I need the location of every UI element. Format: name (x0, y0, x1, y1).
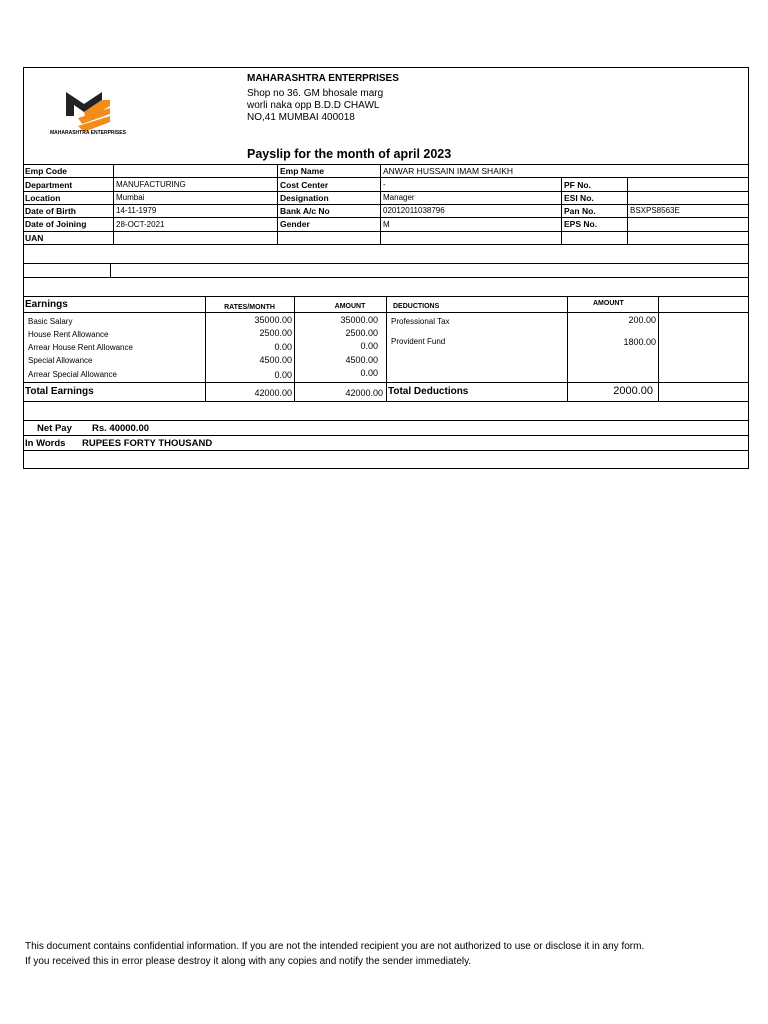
earning-name: Basic Salary (28, 317, 73, 326)
grid-line (658, 296, 659, 401)
earning-name: Arrear Special Allowance (28, 370, 117, 379)
deduction-name: Professional Tax (391, 317, 450, 326)
earning-rate: 35000.00 (254, 315, 292, 325)
grid-line (561, 177, 562, 244)
location-value: Mumbai (116, 193, 145, 202)
doj-value: 28-OCT-2021 (116, 220, 165, 229)
bank-label: Bank A/c No (280, 206, 330, 216)
deduction-amount-header: AMOUNT (593, 300, 624, 307)
net-pay-label: Net Pay (37, 423, 72, 434)
earning-amount: 0.00 (360, 341, 378, 351)
grid-line (23, 177, 749, 178)
esi-label: ESI No. (564, 193, 594, 203)
grid-line (627, 177, 628, 244)
net-pay-value: Rs. 40000.00 (92, 423, 150, 434)
emp-code-label: Emp Code (25, 166, 68, 176)
deduction-name: Provident Fund (391, 337, 446, 346)
cost-center-label: Cost Center (280, 180, 329, 190)
earning-rate: 0.00 (274, 370, 292, 380)
earning-rate: 2500.00 (259, 328, 292, 338)
emp-name-value: ANWAR HUSSAIN IMAM SHAIKH (383, 166, 514, 176)
grid-line (23, 244, 749, 245)
grid-line (23, 420, 749, 421)
total-deductions-value: 2000.00 (613, 385, 653, 397)
bank-value: 02012011038796 (383, 206, 445, 215)
earning-name: Special Allowance (28, 356, 93, 365)
earning-rate: 0.00 (274, 342, 292, 352)
department-value: MANUFACTURING (116, 180, 186, 189)
doj-label: Date of Joining (25, 219, 87, 229)
grid-line (23, 277, 749, 278)
deduction-amount: 200.00 (628, 315, 656, 325)
deductions-header: DEDUCTIONS (393, 303, 440, 310)
location-label: Location (25, 193, 61, 203)
grid-line (23, 164, 749, 165)
rates-header: RATES/MONTH (224, 304, 275, 311)
grid-line (23, 435, 749, 436)
logo-caption: MAHARASHTRA ENTERPRISES (50, 130, 126, 136)
earnings-header: Earnings (25, 299, 68, 310)
earning-amount: 4500.00 (345, 355, 378, 365)
amount-header: AMOUNT (334, 303, 366, 310)
grid-line (380, 164, 381, 244)
designation-label: Designation (280, 193, 329, 203)
total-deductions-label: Total Deductions (388, 386, 469, 397)
grid-line (113, 164, 114, 244)
pan-value: BSXPS8563E (630, 206, 680, 215)
earning-name: Arrear House Rent Allowance (28, 343, 133, 352)
confidentiality-notice-line-2: If you received this in error please destroy it along with any copies and notify the sender immediately. (25, 956, 472, 967)
pf-label: PF No. (564, 180, 591, 190)
earning-rate: 4500.00 (259, 355, 292, 365)
grid-line (110, 263, 111, 277)
dob-value: 14-11-1979 (116, 206, 157, 215)
earning-amount: 2500.00 (345, 328, 378, 338)
gender-value: M (383, 220, 390, 229)
gender-label: Gender (280, 219, 310, 229)
grid-line (23, 401, 749, 402)
designation-value: Manager (383, 193, 415, 202)
company-address-line-2: worli naka opp B.D.D CHAWL (247, 100, 380, 111)
earning-name: House Rent Allowance (28, 330, 109, 339)
payslip-title: Payslip for the month of april 2023 (247, 147, 452, 161)
emp-name-label: Emp Name (280, 166, 324, 176)
cost-center-value: - (383, 180, 386, 189)
earning-amount: 0.00 (360, 368, 378, 378)
confidentiality-notice-line-1: This document contains confidential information. If you are not the intended recipient you are not authorized to use or disclose it in any form. (25, 941, 645, 952)
pan-label: Pan No. (564, 206, 596, 216)
total-amount: 42000.00 (345, 388, 383, 398)
department-label: Department (25, 180, 73, 190)
eps-label: EPS No. (564, 219, 598, 229)
total-rate: 42000.00 (254, 388, 292, 398)
in-words-value: RUPEES FORTY THOUSAND (82, 438, 213, 449)
grid-line (277, 164, 278, 244)
company-name: MAHARASHTRA ENTERPRISES (247, 73, 399, 84)
company-address-line-3: NO,41 MUMBAI 400018 (247, 112, 355, 123)
deduction-amount: 1800.00 (623, 337, 656, 347)
grid-line (23, 231, 749, 232)
in-words-label: In Words (25, 438, 66, 449)
grid-line (23, 450, 749, 451)
dob-label: Date of Birth (25, 206, 76, 216)
grid-line (23, 217, 749, 218)
company-address-line-1: Shop no 36. GM bhosale marg (247, 88, 384, 99)
grid-line (23, 263, 749, 264)
payslip-sheet (23, 67, 749, 469)
total-earnings-label: Total Earnings (25, 386, 94, 397)
earning-amount: 35000.00 (340, 315, 378, 325)
uan-label: UAN (25, 233, 44, 243)
